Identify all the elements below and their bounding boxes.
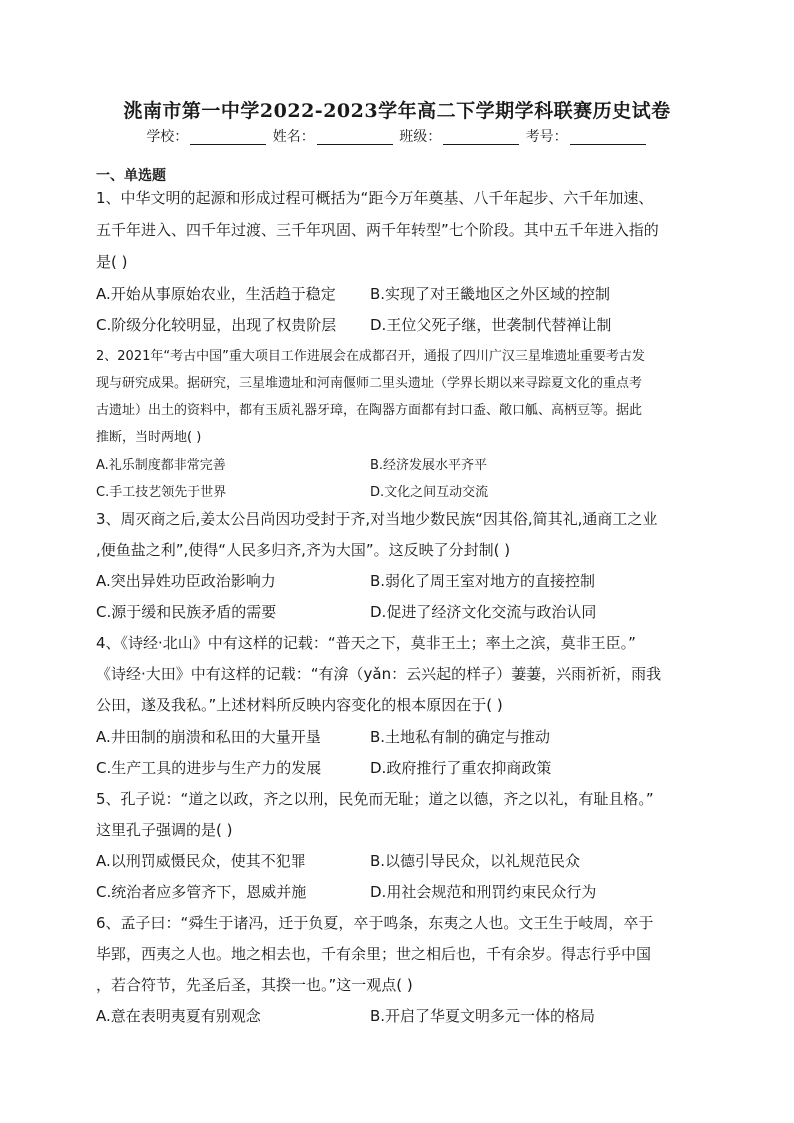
option-b[interactable]: B.土地私有制的确定与推动 [370,728,551,746]
section-title: 一、单选题 [96,168,166,184]
question-text-line: 五千年进入、四千年过渡、三千年巩固、两千年转型”七个阶段。其中五千年进入指的 [96,221,659,239]
option-d[interactable]: D.政府推行了重农抑商政策 [370,759,552,777]
option-c[interactable]: C.生产工具的进步与生产力的发展 [96,759,322,777]
option-a[interactable]: A.突出异姓功臣政治影响力 [96,572,276,590]
option-d[interactable]: D.王位父死子继，世袭制代替禅让制 [370,316,612,334]
exam-title: 洮南市第一中学2022-2023学年高二下学期学科联赛历史试卷 [123,100,671,122]
option-a[interactable]: A.井田制的崩溃和私田的大量开垦 [96,728,321,746]
question-text-line: 推断，当时两地( ) [96,430,202,445]
question-text-line: 公田，遂及我私。”上述材料所反映内容变化的根本原因在于( ) [96,696,503,714]
question-text-line: ,便鱼盐之利”,使得“人民多归齐,齐为大国”。这反映了分封制( ) [96,541,511,559]
class-label: 班级： [399,129,442,145]
question-text-line: 2、2021年“考古中国”重大项目工作进展会在成都召开，通报了四川广汉三星堆遗址重要考古发 [96,349,645,364]
class-blank[interactable] [443,130,519,145]
school-label: 学校： [146,129,189,145]
option-a[interactable]: A.意在表明夷夏有别观念 [96,1007,261,1025]
question-text-line: 是( ) [96,253,128,271]
question-text-line: 毕郢，西夷之人也。地之相去也，千有余里；世之相后也，千有余岁。得志行乎中国 [96,945,652,963]
option-c[interactable]: C.阶级分化较明显，出现了权贵阶层 [96,316,337,334]
option-a[interactable]: A.以刑罚威慑民众，使其不犯罪 [96,852,306,870]
option-d[interactable]: D.促进了经济文化交流与政治认同 [370,603,597,621]
option-a[interactable]: A.开始从事原始农业，生活趋于稳定 [96,285,336,303]
option-d[interactable]: D.文化之间互动交流 [370,485,489,500]
option-b[interactable]: B.弱化了周王室对地方的直接控制 [370,572,596,590]
question-text-line: 5、孔子说：“道之以政，齐之以刑，民免而无耻；道之以德，齐之以礼，有耻且格。” [96,790,654,808]
question-text-line: 古遗址）出土的资料中，都有玉质礼器牙璋，在陶器方面都有封口盉、敞口觚、高柄豆等。据此 [96,403,643,418]
question-text-line: 1、中华文明的起源和形成过程可概括为“距今万年奠基、八千年起步、六千年加速、 [96,189,654,207]
student-info-row [0,126,794,146]
question-text-line: 《诗经·大田》中有这样的记载：“有渰（yǎn：云兴起的样子）萋萋，兴雨祈祈，雨我 [96,665,662,683]
number-label: 考号： [525,129,568,145]
question-text-line: 现与研究成果。据研究，三星堆遗址和河南偃师二里头遗址（学界长期以来寻踪夏文化的重点考 [96,376,643,391]
name-blank[interactable] [317,130,393,145]
name-label: 姓名： [272,129,315,145]
question-text-line: 4、《诗经·北山》中有这样的记载：“普天之下，莫非王土；率土之滨，莫非王臣。” [96,634,636,652]
option-c[interactable]: C.统治者应多管齐下，恩威并施 [96,883,307,901]
option-b[interactable]: B.开启了华夏文明多元一体的格局 [370,1007,596,1025]
option-b[interactable]: B.实现了对王畿地区之外区域的控制 [370,285,611,303]
option-c[interactable]: C.源于缓和民族矛盾的需要 [96,603,277,621]
number-blank[interactable] [570,130,646,145]
school-blank[interactable] [190,130,266,145]
option-d[interactable]: D.用社会规范和刑罚约束民众行为 [370,883,597,901]
option-b[interactable]: B.经济发展水平齐平 [370,458,488,473]
option-a[interactable]: A.礼乐制度都非常完善 [96,458,226,473]
question-text-line: ，若合符节，先圣后圣，其揆一也。”这一观点( ) [96,976,413,994]
option-b[interactable]: B.以德引导民众，以礼规范民众 [370,852,581,870]
question-text-line: 6、孟子曰：“舜生于诸冯，迁于负夏，卒于鸣条，东夷之人也。文王生于岐周，卒于 [96,914,654,932]
question-text-line: 这里孔子强调的是( ) [96,821,233,839]
option-c[interactable]: C.手工技艺领先于世界 [96,485,227,500]
question-text-line: 3、周灭商之后,姜太公吕尚因功受封于齐,对当地少数民族“因其俗,简其礼,通商工之业 [96,510,658,528]
